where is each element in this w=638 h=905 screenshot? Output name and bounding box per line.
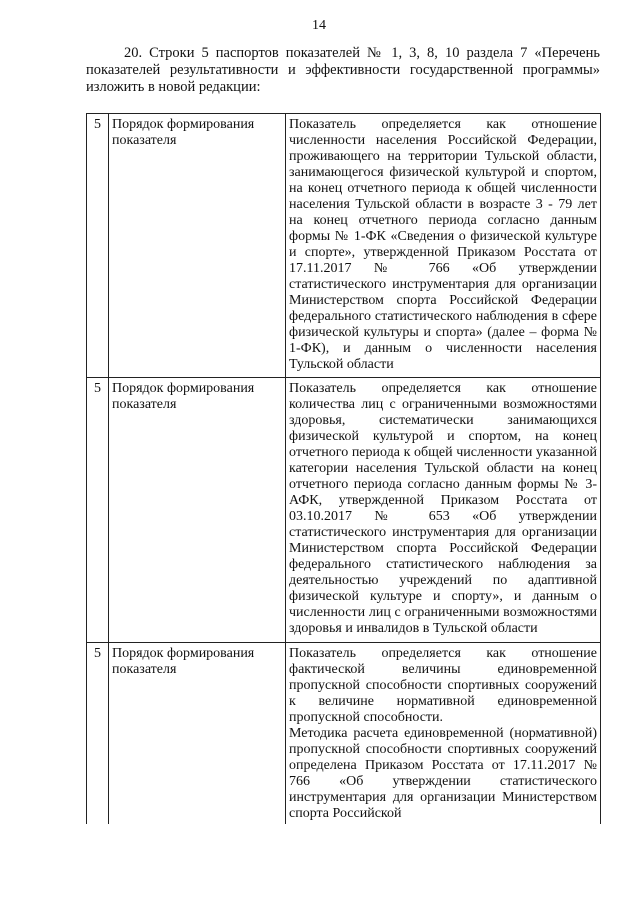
row-description: Показатель определяется как отношение фактической величины единовременной пропускной способности спортивных сооружений к величине нормативной единовременной пропускной способности. <box>289 646 597 725</box>
page-number: 14 <box>312 18 326 33</box>
row-name: Порядок формирования показателя <box>109 114 286 378</box>
row-name: Порядок формирования показателя <box>109 643 286 825</box>
table-row <box>87 378 601 643</box>
row-description: Показатель определяется как отношение численности населения Российской Федерации, проживающего на территории Тульской области, занимающегося физической культурой и спортом, на конец отчетного периода к общей численности населения Тульской области в возрасте 3 - 79 лет на конец отчетного периода согласно данным формы № 1-ФК «Сведения о физической культуре и спорте», утвержденной Приказом Росстата от 17.11.2017 № 766 «Об утверждении статистического инструментария для организации Министерством спорта Российской Федерации федерального статистического наблюдения в сфере физической культуры и спорта» (далее – форма № 1-ФК), и данным о численности населения Тульской области <box>286 114 601 378</box>
row-number: 5 <box>87 378 109 643</box>
row-description: Показатель определяется как отношение количества лиц с ограниченными возможностями здоровья, систематически занимающихся физической культурой и спортом, на конец отчетного периода к общей численности указанной категории населения Тульской области на конец отчетного периода согласно данным формы № 3-АФК, утвержденной Приказом Росстата от 03.10.2017 № 653 «Об утверждении статистического инструментария для организации Министерством спорта Российской Федерации федерального статистического наблюдения за деятельностью учреждений по адаптивной физической культуре и спорту», и данным о численности лиц с ограниченными возможностями здоровья и инвалидов в Тульской области <box>286 378 601 643</box>
table-row <box>87 643 601 825</box>
row-name: Порядок формирования показателя <box>109 378 286 643</box>
row-number: 5 <box>87 114 109 378</box>
intro-paragraph: 20. Строки 5 паспортов показателей № 1, 3, 8, 10 раздела 7 «Перечень показателей результативности и эффективности государственной программы» изложить в новой редакции: <box>86 45 600 95</box>
row-number: 5 <box>87 643 109 825</box>
row-description-continued: Методика расчета единовременной (нормативной) пропускной способности спортивных сооружений определена Приказом Росстата от 17.11.2017 № 766 «Об утверждении статистического инструментария для организации Министерством спорта Российской <box>289 726 597 821</box>
table-row <box>87 114 601 378</box>
row-description-cell <box>286 643 601 825</box>
passport-table <box>86 113 601 824</box>
